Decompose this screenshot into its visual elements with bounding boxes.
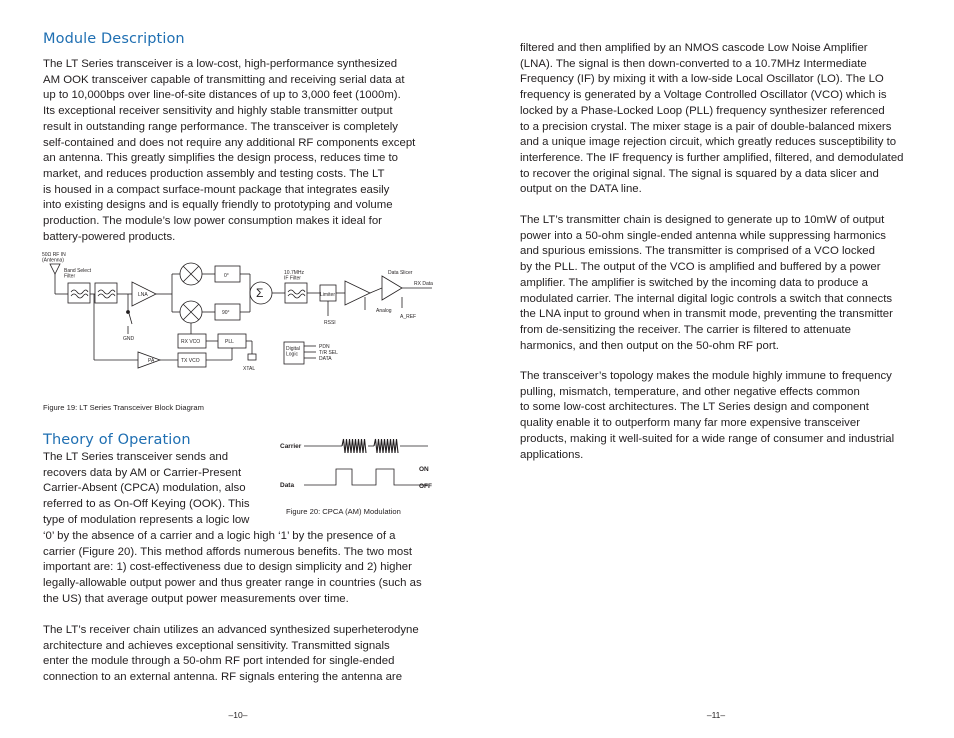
carrier-label: Carrier <box>280 443 302 450</box>
pa-label: PA <box>148 358 155 364</box>
on-label: ON <box>419 466 429 473</box>
data-waveform-label: Data <box>280 482 295 489</box>
amp-triangle <box>345 281 370 305</box>
data-slicer-label: Data Slicer <box>388 270 413 276</box>
page-number-left: –10– <box>228 710 248 720</box>
off-label: OFF <box>419 483 432 490</box>
if-filter-label: 10.7MHz IF Filter <box>284 270 305 282</box>
analog-label: Analog <box>376 308 392 314</box>
gnd-label: GND <box>123 336 135 342</box>
rx-data-label: RX Data <box>414 281 433 287</box>
data-waveform <box>304 469 428 485</box>
data-label: DATA <box>319 356 332 362</box>
theory-paragraph-top: The LT Series transceiver sends and recovers data by AM or Carrier-Present Carrier-Absent (CPCA) modulation, also referred to as On-Off Keying (OOK). This type of modulation represents a logic low <box>43 451 250 526</box>
phase-90-label: 90° <box>222 310 230 316</box>
figure-19-caption: Figure 19: LT Series Transceiver Block Diagram <box>43 403 204 412</box>
block-diagram <box>40 250 450 380</box>
phase-0-label: 0° <box>224 273 229 279</box>
carrier-burst-1 <box>342 439 366 453</box>
module-description-paragraph: The LT Series transceiver is a low-cost, high-performance synthesized AM OOK transceiver capable of transmitting and receiving serial data at up to 10,000bps over line-of-site distances of up to 3,000 feet (1000m). Its exceptional receiver sensitivity and highly stable transmitter output result in outstanding range performance. The transceiver is completely self-contained and does not require any additional RF components except an antenna. This greatly simplifies the design process, reduces time to market, and reduces production assembly and testing costs. The LT is housed in a compact surface-mount package that integrates easily into existing designs and is equally friendly to prototyping and volume production. The module’s low power consumption makes it ideal for battery-powered products. <box>43 58 416 243</box>
figure-20-caption: Figure 20: CPCA (AM) Modulation <box>286 507 401 516</box>
if-filter-box <box>285 283 307 303</box>
tr-sel-label: T/R SEL <box>319 350 338 356</box>
right-paragraph-2: The LT’s transmitter chain is designed to generate up to 10mW of output power into a 50-ohm single-ended antenna while suppressing harmonics and spurious emissions. The transmitter is comprised of a VCO locked by the PLL. The output of the VCO is amplified and buffered by a power amplifier. The amplifier is switched by the incoming data to produce a modulated carrier. The internal digital logic controls a switch that connects the LNA input to ground when in transmit mode, preventing the transmitter from de-sensitizing the receiver. The carrier is filtered to attenuate harmonics, and then output on the 50-ohm RF port. <box>520 214 893 352</box>
module-description-heading: Module Description <box>43 31 185 47</box>
antenna-label: 50Ω RF IN (Antenna) <box>42 252 66 264</box>
pll-label: PLL <box>225 339 234 345</box>
band-select-filter-box <box>68 283 90 303</box>
cpca-modulation-figure <box>278 433 438 493</box>
theory-of-operation-heading: Theory of Operation <box>43 432 191 448</box>
sigma-symbol: Σ <box>256 286 264 300</box>
theory-paragraph-rest: ‘0’ by the absence of a carrier and a logic high ‘1’ by the presence of a carrier (Figure 20). This method affords numerous benefits. The two most important are: 1) cost-effectiveness due to design simplicity and 2) higher legally-allowable output power and thus greater range in countries (such as the US) that average output power measurements over time. <box>43 530 422 605</box>
xtal-label: XTAL <box>243 366 256 372</box>
rssi-label: RSSI <box>324 320 336 326</box>
band-select-label: Band Select Filter <box>64 268 91 280</box>
receiver-paragraph: The LT’s receiver chain utilizes an advanced synthesized superheterodyne architecture and achieves exceptional sensitivity. Transmitted signals enter the module through a 50-ohm RF port intended for single-ended connection to an external antenna. RF signals entering the antenna are <box>43 624 419 684</box>
carrier-burst-2 <box>374 439 398 453</box>
pdn-label: PDN <box>319 344 330 350</box>
right-page <box>477 0 954 738</box>
right-paragraph-1: filtered and then amplified by an NMOS cascode Low Noise Amplifier (LNA). The signal is then down-converted to a 10.7MHz Intermediate Frequency (IF) by mixing it with a low-side Local Oscillator (LO). The LO frequency is generated by a Voltage Controlled Oscillator (VCO) which is locked by a Phase-Locked Loop (PLL) frequency synthesizer referenced to a precision crystal. The mixer stage is a pair of double-balanced mixers and a unique image rejection circuit, which greatly reduces susceptibility to interference. The IF frequency is further amplified, filtered, and demodulated to recover the original signal. The signal is squared by a data slicer and output on the DATA line. <box>520 42 904 196</box>
digital-logic-label: Digital Logic <box>286 346 300 358</box>
antenna-icon <box>50 264 60 274</box>
data-slicer-triangle <box>382 276 402 300</box>
band-select-filter-box-2 <box>95 283 117 303</box>
right-paragraph-3: The transceiver’s topology makes the module highly immune to frequency pulling, mismatch, temperature, and other negative effects common to some low-cost architectures. The LT Series design and component quality enable it to outperform many far more expensive transceiver products, making it well-suited for a wide range of consumer and industrial applications. <box>520 370 895 461</box>
a-ref-label: A_REF <box>400 314 417 320</box>
limiter-label: Limiter <box>320 292 336 298</box>
rx-vco-label: RX VCO <box>181 339 201 345</box>
tx-vco-label: TX VCO <box>181 358 200 364</box>
page-number-right: –11– <box>706 710 726 720</box>
lna-label: LNA <box>138 292 148 298</box>
